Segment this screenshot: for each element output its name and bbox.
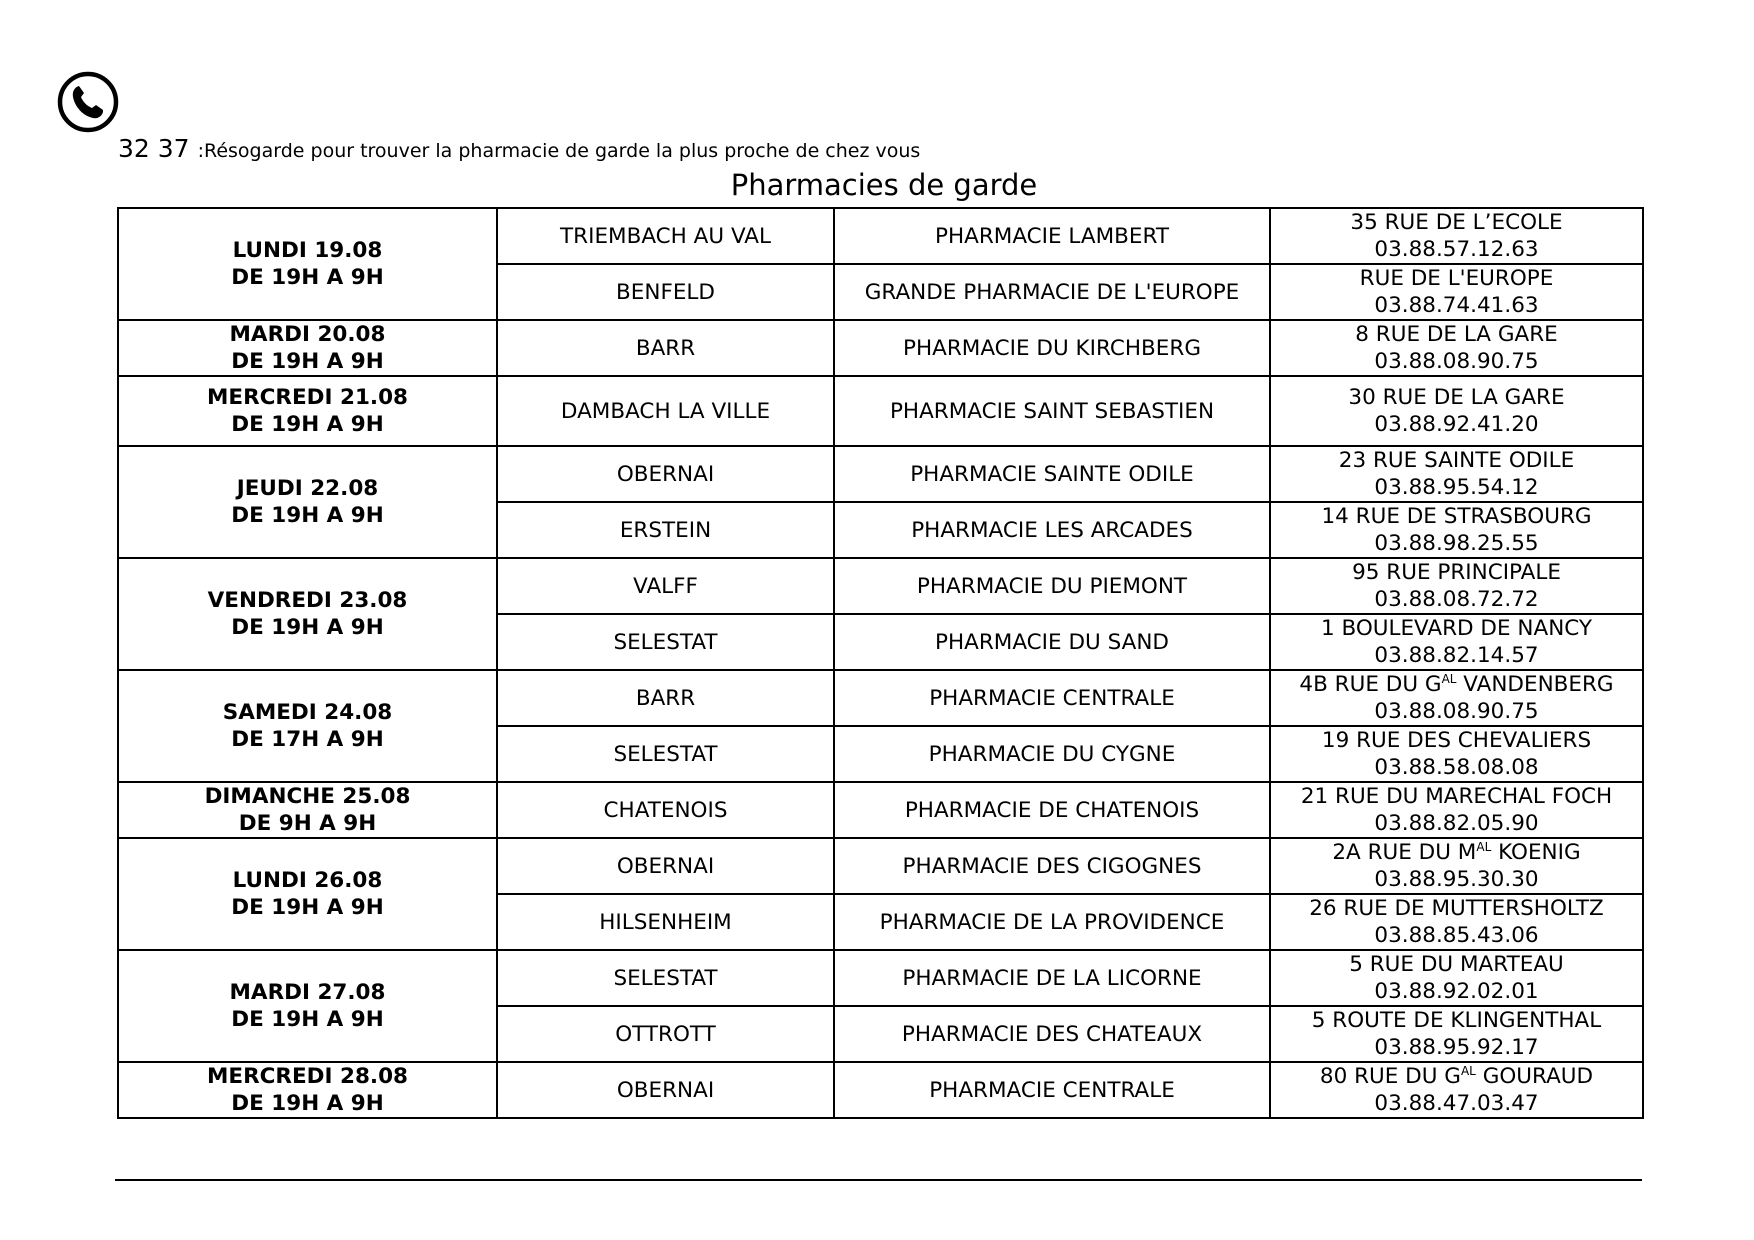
hours-label: DE 19H A 9H (231, 265, 384, 290)
address-cell (1270, 1006, 1643, 1062)
street-address-start: 80 RUE DU G (1319, 1064, 1461, 1089)
street-address: 30 RUE DE LA GARE (1348, 385, 1565, 410)
hours-label: DE 19H A 9H (231, 349, 384, 374)
day-label: LUNDI 26.08 (232, 868, 383, 893)
street-address: 19 RUE DES CHEVALIERS (1321, 728, 1592, 753)
address-cell (1270, 558, 1643, 614)
town-cell: DAMBACH LA VILLE (497, 376, 834, 446)
pharmacy-name-cell: PHARMACIE SAINT SEBASTIEN (834, 376, 1270, 446)
address-cell (1270, 208, 1643, 264)
hours-label: DE 19H A 9H (231, 1091, 384, 1116)
address-cell (1270, 1062, 1643, 1118)
street-address-end: VANDENBERG (1456, 672, 1614, 697)
schedule-row (118, 558, 1643, 614)
date-cell (118, 376, 497, 446)
date-cell (118, 208, 497, 320)
date-cell (118, 1062, 497, 1118)
resogarde-info (118, 134, 920, 163)
day-label: DIMANCHE 25.08 (204, 784, 411, 809)
title-abbreviation: AL (1460, 1064, 1476, 1078)
town-cell: BARR (497, 320, 834, 376)
street-address: 26 RUE DE MUTTERSHOLTZ (1309, 896, 1604, 921)
day-label: LUNDI 19.08 (232, 238, 383, 263)
pharmacy-name-cell: PHARMACIE SAINTE ODILE (834, 446, 1270, 502)
pharmacy-name-cell: PHARMACIE LES ARCADES (834, 502, 1270, 558)
day-label: JEUDI 22.08 (236, 476, 379, 501)
schedule-row (118, 782, 1643, 838)
schedule-row (118, 446, 1643, 502)
street-address: 1 BOULEVARD DE NANCY (1320, 616, 1593, 641)
pharmacy-name-cell: PHARMACIE DE CHATENOIS (834, 782, 1270, 838)
phone-number: 03.88.08.72.72 (1374, 587, 1539, 612)
street-address-end: GOURAUD (1475, 1064, 1594, 1089)
phone-number: 03.88.08.90.75 (1374, 349, 1539, 374)
day-label: MARDI 27.08 (229, 980, 386, 1005)
town-cell: OBERNAI (497, 446, 834, 502)
date-cell (118, 838, 497, 950)
day-label: MARDI 20.08 (229, 322, 386, 347)
phone-number: 03.88.85.43.06 (1374, 923, 1539, 948)
town-cell: OTTROTT (497, 1006, 834, 1062)
hours-label: DE 19H A 9H (231, 895, 384, 920)
pharmacy-name-cell: PHARMACIE DES CIGOGNES (834, 838, 1270, 894)
schedule-row (118, 320, 1643, 376)
address-cell (1270, 838, 1643, 894)
schedule-row (118, 376, 1643, 446)
address-cell (1270, 894, 1643, 950)
street-address: RUE DE L'EUROPE (1359, 266, 1554, 291)
town-cell: BARR (497, 670, 834, 726)
day-label: SAMEDI 24.08 (222, 700, 393, 725)
address-cell (1270, 670, 1643, 726)
pharmacy-name-cell: GRANDE PHARMACIE DE L'EUROPE (834, 264, 1270, 320)
date-cell (118, 558, 497, 670)
pharmacy-name-cell: PHARMACIE DES CHATEAUX (834, 1006, 1270, 1062)
schedule-row (118, 838, 1643, 894)
phone-number: 03.88.08.90.75 (1374, 699, 1539, 724)
schedule-row (118, 1062, 1643, 1118)
phone-number: 03.88.74.41.63 (1374, 293, 1539, 318)
date-cell (118, 782, 497, 838)
town-cell: BENFELD (497, 264, 834, 320)
phone-number: 03.88.82.05.90 (1374, 811, 1539, 836)
town-cell: SELESTAT (497, 726, 834, 782)
day-label: MERCREDI 28.08 (207, 1064, 408, 1089)
pharmacy-name-cell: PHARMACIE CENTRALE (834, 1062, 1270, 1118)
address-cell (1270, 782, 1643, 838)
street-address (1271, 839, 1642, 866)
pharmacy-name-cell: PHARMACIE CENTRALE (834, 670, 1270, 726)
hours-label: DE 19H A 9H (231, 412, 384, 437)
street-address: 5 ROUTE DE KLINGENTHAL (1311, 1008, 1602, 1033)
hours-label: DE 19H A 9H (231, 615, 384, 640)
town-cell: SELESTAT (497, 614, 834, 670)
schedule-row (118, 950, 1643, 1006)
date-cell (118, 950, 497, 1062)
address-cell (1270, 614, 1643, 670)
date-cell (118, 320, 497, 376)
address-cell (1270, 950, 1643, 1006)
pharmacy-schedule-table (117, 207, 1644, 1119)
street-address (1271, 1063, 1642, 1090)
street-address: 35 RUE DE L’ECOLE (1350, 210, 1563, 235)
phone-number: 03.88.47.03.47 (1374, 1091, 1539, 1116)
street-address: 14 RUE DE STRASBOURG (1321, 504, 1592, 529)
phone-number: 03.88.95.92.17 (1374, 1035, 1539, 1060)
street-address-end: KOENIG (1491, 840, 1581, 865)
address-cell (1270, 264, 1643, 320)
town-cell: OBERNAI (497, 838, 834, 894)
phone-number: 03.88.98.25.55 (1374, 531, 1539, 556)
street-address: 21 RUE DU MARECHAL FOCH (1300, 784, 1613, 809)
address-cell (1270, 320, 1643, 376)
date-cell (118, 446, 497, 558)
street-address (1271, 671, 1642, 698)
phone-number: 03.88.57.12.63 (1374, 237, 1539, 262)
hours-label: DE 19H A 9H (231, 503, 384, 528)
resogarde-text: :Résogarde pour trouver la pharmacie de garde la plus proche de chez vous (197, 140, 921, 162)
street-address: 23 RUE SAINTE ODILE (1338, 448, 1575, 473)
town-cell: OBERNAI (497, 1062, 834, 1118)
pharmacy-name-cell: PHARMACIE DU PIEMONT (834, 558, 1270, 614)
address-cell (1270, 446, 1643, 502)
pharmacy-name-cell: PHARMACIE DE LA LICORNE (834, 950, 1270, 1006)
street-address: 5 RUE DU MARTEAU (1349, 952, 1564, 977)
date-cell (118, 670, 497, 782)
hours-label: DE 19H A 9H (231, 1007, 384, 1032)
schedule-row (118, 208, 1643, 264)
street-address: 95 RUE PRINCIPALE (1352, 560, 1561, 585)
day-label: VENDREDI 23.08 (207, 588, 408, 613)
pharmacy-name-cell: PHARMACIE LAMBERT (834, 208, 1270, 264)
hours-label: DE 9H A 9H (238, 811, 377, 836)
phone-number: 03.88.92.02.01 (1374, 979, 1539, 1004)
street-address: 8 RUE DE LA GARE (1355, 322, 1558, 347)
pharmacy-name-cell: PHARMACIE DU CYGNE (834, 726, 1270, 782)
day-label: MERCREDI 21.08 (207, 385, 408, 410)
town-cell: VALFF (497, 558, 834, 614)
town-cell: ERSTEIN (497, 502, 834, 558)
title-abbreviation: AL (1476, 840, 1492, 854)
page-title: Pharmacies de garde (730, 168, 1038, 202)
street-address-start: 4B RUE DU G (1299, 672, 1442, 697)
street-address-start: 2A RUE DU M (1332, 840, 1477, 865)
hours-label: DE 17H A 9H (231, 727, 384, 752)
phone-number: 03.88.95.54.12 (1374, 475, 1539, 500)
address-cell (1270, 726, 1643, 782)
address-cell (1270, 376, 1643, 446)
schedule-row (118, 670, 1643, 726)
footer-rule (115, 1179, 1642, 1181)
town-cell: CHATENOIS (497, 782, 834, 838)
phone-icon (56, 70, 120, 134)
phone-number: 03.88.58.08.08 (1374, 755, 1539, 780)
address-cell (1270, 502, 1643, 558)
town-cell: HILSENHEIM (497, 894, 834, 950)
town-cell: TRIEMBACH AU VAL (497, 208, 834, 264)
pharmacy-name-cell: PHARMACIE DU SAND (834, 614, 1270, 670)
pharmacy-name-cell: PHARMACIE DU KIRCHBERG (834, 320, 1270, 376)
phone-number: 03.88.92.41.20 (1374, 412, 1539, 437)
phone-number: 03.88.95.30.30 (1374, 867, 1539, 892)
title-abbreviation: AL (1441, 672, 1457, 686)
resogarde-number: 32 37 (118, 134, 190, 163)
town-cell: SELESTAT (497, 950, 834, 1006)
phone-number: 03.88.82.14.57 (1374, 643, 1539, 668)
pharmacy-name-cell: PHARMACIE DE LA PROVIDENCE (834, 894, 1270, 950)
